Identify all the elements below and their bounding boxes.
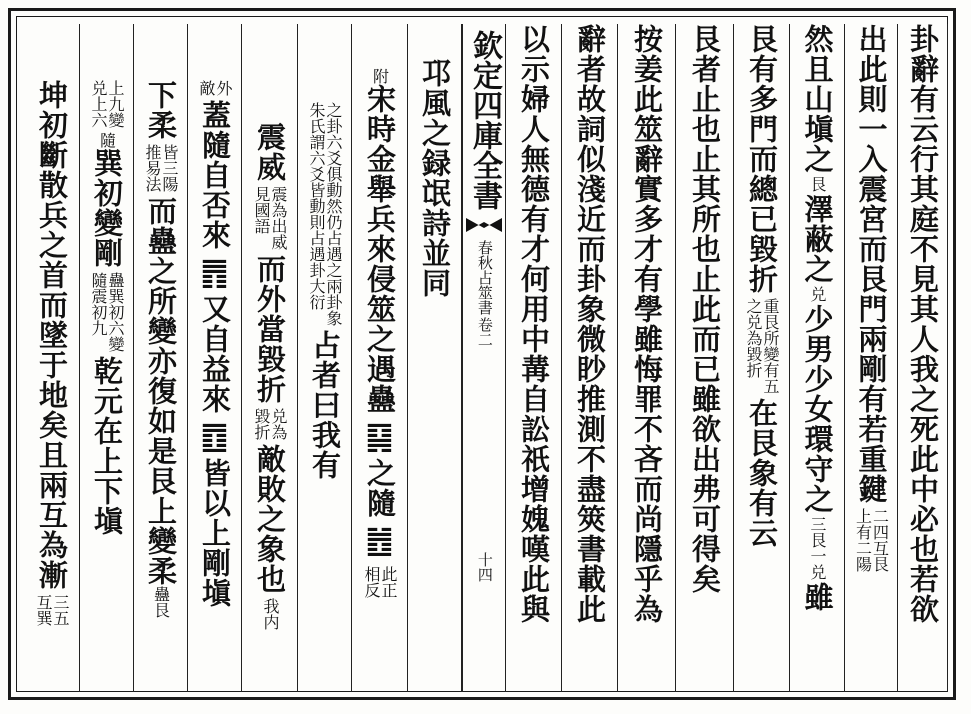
annotation-right: 外: [214, 80, 233, 96]
annotation-right: 我内: [261, 598, 280, 630]
annotation-pair: [144, 144, 177, 192]
annotation-left: 之兑為毀折: [744, 298, 763, 378]
column-text: 以示婦人無德有才何用中冓自訟祇增媿嘆此與: [517, 24, 551, 624]
annotation-left: 兑上六: [89, 80, 108, 128]
annotation-pair: [308, 102, 341, 326]
annotation: 艮: [808, 176, 827, 192]
annotation-right: 之卦六爻俱動然仍占遇之兩卦象: [324, 102, 343, 326]
annotation-pair: [261, 598, 278, 630]
text-column-4: [734, 24, 790, 692]
annotation: 兑: [808, 286, 827, 302]
text-column-11: [298, 24, 352, 692]
annotation-right: 此正: [379, 566, 398, 598]
text-column-3: [790, 24, 845, 692]
text-column-13: [188, 24, 242, 692]
annotation-pair: [745, 298, 778, 394]
annotation-left: 敵: [197, 80, 216, 96]
hexagram-gu-icon: ䷑: [365, 417, 394, 455]
column-text: 出此則一入震宮而艮門兩剛有若重鍵: [854, 24, 889, 504]
annotation-left: 互巽: [34, 594, 53, 626]
text-column-8: [506, 24, 562, 692]
column-text: 皆以上剛塡: [198, 458, 232, 608]
annotation: 三艮一兑: [808, 516, 827, 580]
annotation-right: 蠱巽初六變: [106, 272, 125, 352]
text-column-1: [898, 24, 948, 692]
column-text: 邛風之録氓詩並同: [418, 58, 452, 298]
annotation-pair: [855, 508, 888, 572]
hexagram-pi-icon: ䷋: [200, 253, 229, 291]
column-text: 占者曰我有: [308, 330, 342, 480]
column-text: 巽初變剛: [90, 148, 124, 268]
center-fold-column: [462, 24, 506, 692]
column-text: 澤蔽之: [800, 194, 835, 284]
annotation-pair: [35, 594, 68, 626]
text-column-7: [562, 24, 618, 692]
column-text: 下柔: [144, 80, 178, 140]
text-column-14: [134, 24, 188, 692]
annotation-pair: [90, 272, 123, 352]
column-text: 少男少女環守之: [800, 304, 835, 514]
page-number: 十四: [475, 552, 494, 582]
annotation-left: 相反: [362, 566, 381, 598]
text-column-9: [408, 24, 462, 692]
annotation: 隨: [97, 132, 117, 148]
column-text: 而外當毀折: [253, 254, 287, 404]
column-text: 乾元在上下塡: [90, 356, 124, 536]
column-text: 震威: [253, 122, 287, 182]
column-text: 艮有多門而總已毀折: [745, 24, 779, 294]
book-title: 春秋占筮書: [475, 240, 494, 315]
appendix-tag: 附: [370, 68, 390, 84]
hexagram-yi-icon: ䷩: [200, 417, 229, 455]
volume-number: 卷二: [475, 317, 494, 347]
fishtail-mark-icon: [464, 216, 504, 234]
annotation-left: 朱氏謂六爻皆動則占遇卦大衍: [307, 102, 326, 310]
text-column-6: [618, 24, 676, 692]
column-text: 而蠱之所變亦復如是艮上變柔: [144, 196, 178, 586]
column-text: 又自益來: [198, 294, 232, 414]
text-column-12: [242, 24, 298, 692]
column-text: 坤初斷散兵之首而墜于地矣且兩互為漸: [35, 80, 69, 590]
column-text: 宋時金舉兵來侵筮之遇蠱: [363, 84, 397, 414]
annotation-left: 上有二陽: [853, 508, 873, 572]
column-text: 艮者止也止其所也止此而已雖欲出弗可得矣: [688, 24, 722, 594]
text-column-16: [24, 24, 80, 692]
annotation-right: 皆三陽: [160, 144, 179, 192]
annotation-right: 上九變: [106, 80, 125, 128]
column-text: 在艮象有云: [745, 398, 779, 548]
annotation-right: 三五: [51, 594, 70, 626]
annotation-right: 重艮所變有五: [761, 298, 780, 394]
annotation-left: 推易法: [143, 144, 162, 192]
annotation-pair: [253, 408, 286, 440]
annotation-pair: [90, 80, 123, 128]
text-column-10: [352, 24, 408, 692]
annotation-right: 兑為: [269, 408, 288, 440]
annotation-left: 隨震初九: [89, 272, 108, 336]
column-text: 蓋隨自否來: [198, 100, 232, 250]
column-text: 按姜此筮辭實多才有學雖悔罪不吝而尚隱乎為: [630, 24, 664, 624]
text-column-2: [845, 24, 898, 692]
annotation-left: 見國語: [252, 186, 271, 234]
column-text: 卦辭有云行其庭不見其人我之死此中必也若欲: [906, 24, 940, 624]
annotation-right: 二四互艮: [870, 508, 890, 572]
annotation-pair: [363, 566, 396, 598]
column-text: 雖: [800, 582, 835, 612]
text-column-5: [676, 24, 734, 692]
annotation-pair: [253, 186, 286, 250]
text-column-15: [80, 24, 134, 692]
annotation-left: 毀折: [252, 408, 271, 440]
column-text: 敵敗之象也: [253, 444, 287, 594]
hexagram-sui-icon: ䷐: [365, 521, 394, 559]
column-text: 然且山塡之: [800, 24, 835, 174]
column-text: 之隨: [363, 458, 397, 518]
annotation: 蠱艮: [151, 586, 171, 618]
annotation-right: 震為出威: [269, 186, 288, 250]
annotation-pair: [198, 80, 231, 96]
collection-title: 欽定四庫全書: [467, 30, 502, 210]
column-text: 辭者故詞似淺近而卦象微眇推測不盡筴書載此: [573, 24, 607, 624]
